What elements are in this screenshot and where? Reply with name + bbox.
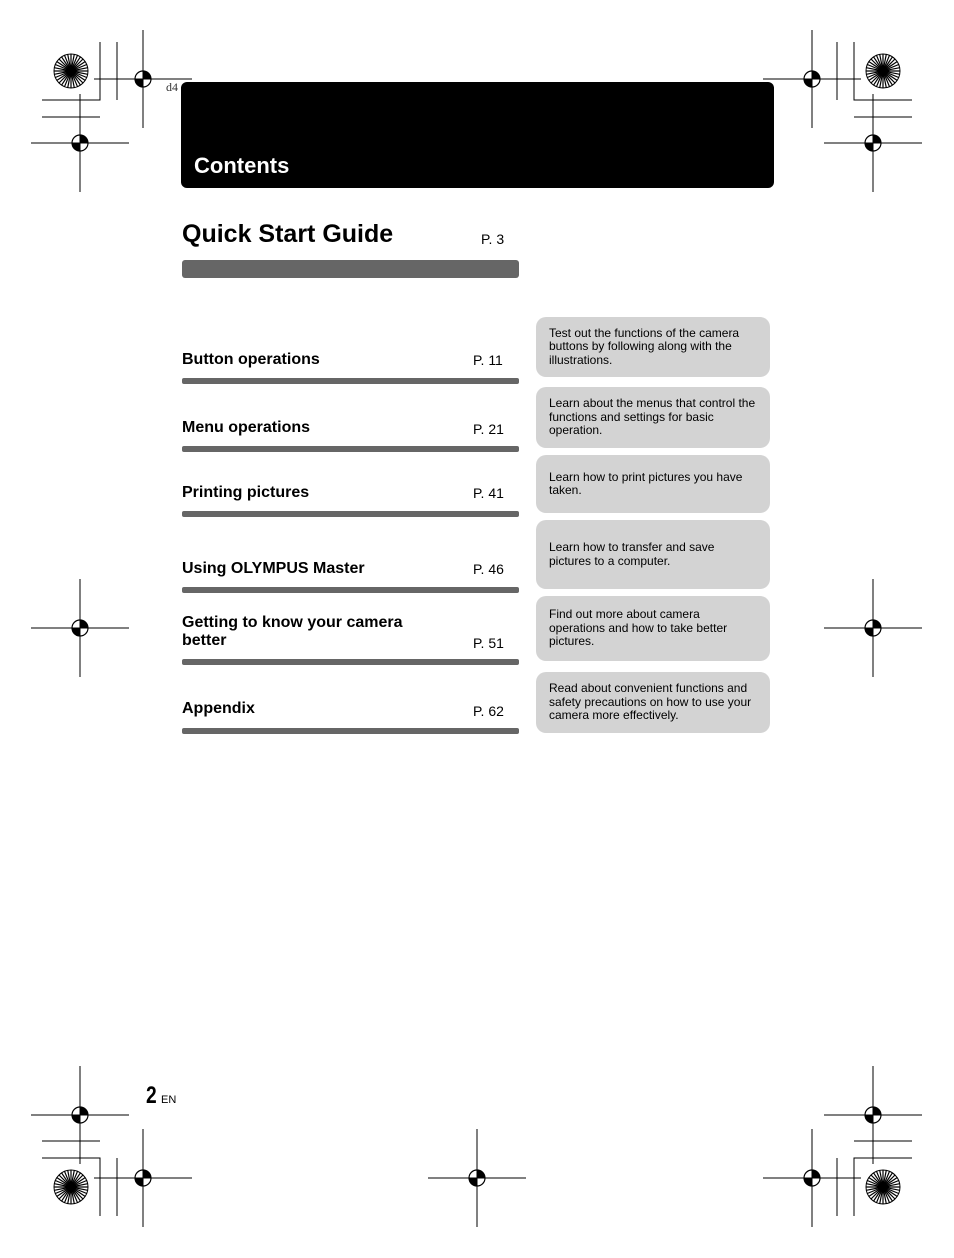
section-divider bbox=[182, 446, 519, 452]
section-description-appendix bbox=[536, 672, 770, 733]
page-number: 2 bbox=[146, 1082, 156, 1109]
description-text: Read about convenient functions and safety precautions on how to use your camera more effectively. bbox=[549, 681, 752, 723]
description-text: Test out the functions of the camera buttons by following along with the illustrations. bbox=[549, 325, 740, 367]
section-description-printing-pictures bbox=[536, 455, 770, 513]
section-page-getting-to-know-camera[interactable]: P. 51 bbox=[473, 635, 504, 651]
section-page-using-olympus-master[interactable]: P. 46 bbox=[473, 561, 504, 577]
section-title-using-olympus-master[interactable]: Using OLYMPUS Master bbox=[182, 560, 365, 577]
section-title-printing-pictures[interactable]: Printing pictures bbox=[182, 484, 310, 501]
section-divider bbox=[182, 511, 519, 517]
section-page-menu-operations[interactable]: P. 21 bbox=[473, 421, 504, 437]
section-description-using-olympus-master bbox=[536, 520, 770, 589]
section-divider bbox=[182, 378, 519, 384]
section-description-getting-to-know-camera bbox=[536, 596, 770, 661]
section-description-menu-operations bbox=[536, 387, 770, 448]
contents-header-band bbox=[181, 82, 774, 188]
section-title-menu-operations[interactable]: Menu operations bbox=[182, 419, 311, 436]
section-divider bbox=[182, 587, 519, 593]
print-slug: d4 bbox=[166, 80, 178, 94]
section-title-appendix[interactable]: Appendix bbox=[182, 700, 255, 717]
section-title-getting-to-know-camera[interactable]: Getting to know your camera better bbox=[182, 614, 403, 649]
section-divider bbox=[182, 728, 519, 734]
page-language: EN bbox=[161, 1094, 177, 1106]
section-divider bbox=[182, 659, 519, 665]
description-text: Learn how to print pictures you have taken. bbox=[549, 469, 743, 497]
section-page-printing-pictures[interactable]: P. 41 bbox=[473, 485, 504, 501]
quick-start-guide-page[interactable]: P. 3 bbox=[481, 231, 505, 247]
section-title-button-operations[interactable]: Button operations bbox=[182, 351, 320, 368]
quick-start-guide-title[interactable]: Quick Start Guide bbox=[182, 220, 394, 248]
description-text: Learn how to transfer and save pictures to a computer. bbox=[549, 540, 715, 568]
page-title: Contents bbox=[194, 153, 290, 178]
description-text: Find out more about camera operations and how to take better pictures. bbox=[549, 607, 728, 649]
section-description-button-operations bbox=[536, 317, 770, 377]
description-text: Learn about the menus that control the functions and settings for basic operation. bbox=[549, 396, 756, 438]
section-page-appendix[interactable]: P. 62 bbox=[473, 703, 504, 719]
section-page-button-operations[interactable]: P. 11 bbox=[473, 352, 503, 368]
quick-start-guide-bar bbox=[182, 260, 519, 278]
